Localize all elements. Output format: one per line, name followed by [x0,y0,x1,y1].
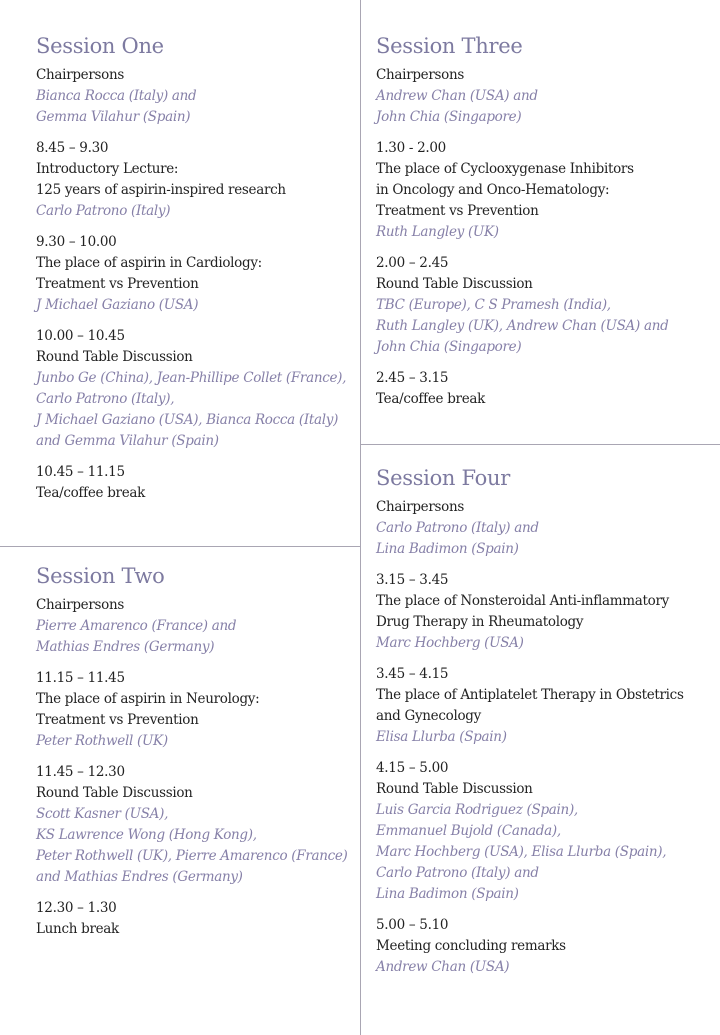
chair-label: Chairpersons [376,499,465,516]
speakers [376,800,706,905]
session-title: Session Four [376,466,510,490]
item-title [36,159,354,201]
title-line: 125 years of aspirin-inspired research [36,182,286,199]
title-line: Round Table Discussion [376,276,533,293]
speakers [36,295,354,316]
item-title [36,689,354,731]
agenda-item [36,668,354,752]
title-line: Introductory Lecture: [36,161,179,178]
speaker-line: Marc Hochberg (USA) [376,635,524,652]
item-title [376,591,706,633]
session-three [376,34,706,410]
item-title [36,783,354,804]
chair-name: Pierre Amarenco (France) and [36,618,237,635]
chair-name: John Chia (Singapore) [376,109,522,126]
agenda-item [376,664,706,748]
speaker-line: Ruth Langley (UK) [376,224,499,241]
agenda-item [36,462,354,504]
chairpersons [36,86,354,128]
speakers [36,804,354,888]
title-line: Round Table Discussion [376,781,533,798]
title-line: Round Table Discussion [36,349,193,366]
speakers [36,201,354,222]
chair-label: Chairpersons [36,597,125,614]
speaker-line: Carlo Patrono (Italy) [36,203,171,220]
speaker-line: J Michael Gaziano (USA) [36,297,199,314]
chair-name: Lina Badimon (Spain) [376,541,519,558]
speakers [36,731,354,752]
time-slot: 9.30 – 10.00 [36,234,117,251]
item-title [376,779,706,800]
speaker-line: Peter Rothwell (UK) [36,733,168,750]
speaker-line: Elisa Llurba (Spain) [376,729,507,746]
item-title [376,159,706,222]
speaker-line: Lina Badimon (Spain) [376,886,519,903]
agenda-item [376,915,706,978]
item-title [376,685,706,727]
speaker-line: and Gemma Vilahur (Spain) [36,433,219,450]
speaker-line: Luis Garcia Rodriguez (Spain), [376,802,578,819]
item-title [376,274,706,295]
speakers [376,295,706,358]
session-title: Session Two [36,564,165,588]
speaker-line: TBC (Europe), C S Pramesh (India), [376,297,611,314]
speaker-line: Carlo Patrono (Italy), [36,391,175,408]
speaker-line: Andrew Chan (USA) [376,959,510,976]
speaker-line: Emmanuel Bujold (Canada), [376,823,561,840]
chair-name: Mathias Endres (Germany) [36,639,215,656]
title-line: The place of aspirin in Cardiology: [36,255,262,272]
column-divider [360,0,361,1035]
session-divider-right [360,444,720,445]
title-line: The place of aspirin in Neurology: [36,691,260,708]
session-title: Session Three [376,34,523,58]
speakers [376,727,706,748]
speaker-line: Marc Hochberg (USA), Elisa Llurba (Spain), [376,844,667,861]
chair-name: Carlo Patrono (Italy) and [376,520,539,537]
agenda-item [36,762,354,888]
speaker-line: J Michael Gaziano (USA), Bianca Rocca (Italy) [36,412,339,429]
chair-label: Chairpersons [376,67,465,84]
title-line: Treatment vs Prevention [36,712,199,729]
item-title [376,389,706,410]
agenda-item [376,570,706,654]
title-line: Tea/coffee break [36,485,146,502]
title-line: Meeting concluding remarks [376,938,566,955]
time-slot: 2.00 – 2.45 [376,255,449,272]
speaker-line: Junbo Ge (China), Jean-Phillipe Collet (France), [36,370,347,387]
item-title [376,936,706,957]
session-one [36,34,354,504]
agenda-item [36,232,354,316]
chairpersons [36,616,354,658]
time-slot: 10.00 – 10.45 [36,328,125,345]
speakers [376,957,706,978]
speaker-line: John Chia (Singapore) [376,339,522,356]
time-slot: 12.30 – 1.30 [36,900,117,917]
agenda-item [376,253,706,358]
session-two [36,564,354,940]
time-slot: 11.15 – 11.45 [36,670,125,687]
speakers [376,633,706,654]
time-slot: 2.45 – 3.15 [376,370,449,387]
title-line: The place of Nonsteroidal Anti-inflammatory [376,593,669,610]
speakers [376,222,706,243]
agenda-item [36,326,354,452]
speaker-line: Scott Kasner (USA), [36,806,169,823]
chair-name: Bianca Rocca (Italy) and [36,88,197,105]
chair-name: Gemma Vilahur (Spain) [36,109,191,126]
time-slot: 11.45 – 12.30 [36,764,125,781]
time-slot: 1.30 - 2.00 [376,140,446,157]
agenda-item [376,368,706,410]
item-title [36,347,354,368]
agenda-item [36,898,354,940]
session-divider-left [0,546,360,547]
time-slot: 5.00 – 5.10 [376,917,449,934]
agenda-item [36,138,354,222]
speaker-line: Ruth Langley (UK), Andrew Chan (USA) and [376,318,669,335]
title-line: Treatment vs Prevention [36,276,199,293]
agenda-item [376,758,706,905]
session-title: Session One [36,34,164,58]
time-slot: 10.45 – 11.15 [36,464,125,481]
speaker-line: Carlo Patrono (Italy) and [376,865,539,882]
title-line: Lunch break [36,921,119,938]
session-four [376,466,706,978]
title-line: The place of Cyclooxygenase Inhibitors [376,161,634,178]
title-line: in Oncology and Onco-Hematology: [376,182,610,199]
speaker-line: Peter Rothwell (UK), Pierre Amarenco (France) [36,848,348,865]
item-title [36,483,354,504]
chairpersons [376,86,706,128]
item-title [36,919,354,940]
chair-name: Andrew Chan (USA) and [376,88,538,105]
speakers [36,368,354,452]
title-line: Tea/coffee break [376,391,486,408]
time-slot: 4.15 – 5.00 [376,760,449,777]
time-slot: 3.45 – 4.15 [376,666,449,683]
speaker-line: KS Lawrence Wong (Hong Kong), [36,827,257,844]
speaker-line: and Mathias Endres (Germany) [36,869,243,886]
chairpersons [376,518,706,560]
agenda-item [376,138,706,243]
title-line: and Gynecology [376,708,481,725]
title-line: The place of Antiplatelet Therapy in Obstetrics [376,687,684,704]
title-line: Treatment vs Prevention [376,203,539,220]
time-slot: 8.45 – 9.30 [36,140,109,157]
chair-label: Chairpersons [36,67,125,84]
title-line: Drug Therapy in Rheumatology [376,614,584,631]
title-line: Round Table Discussion [36,785,193,802]
item-title [36,253,354,295]
time-slot: 3.15 – 3.45 [376,572,449,589]
